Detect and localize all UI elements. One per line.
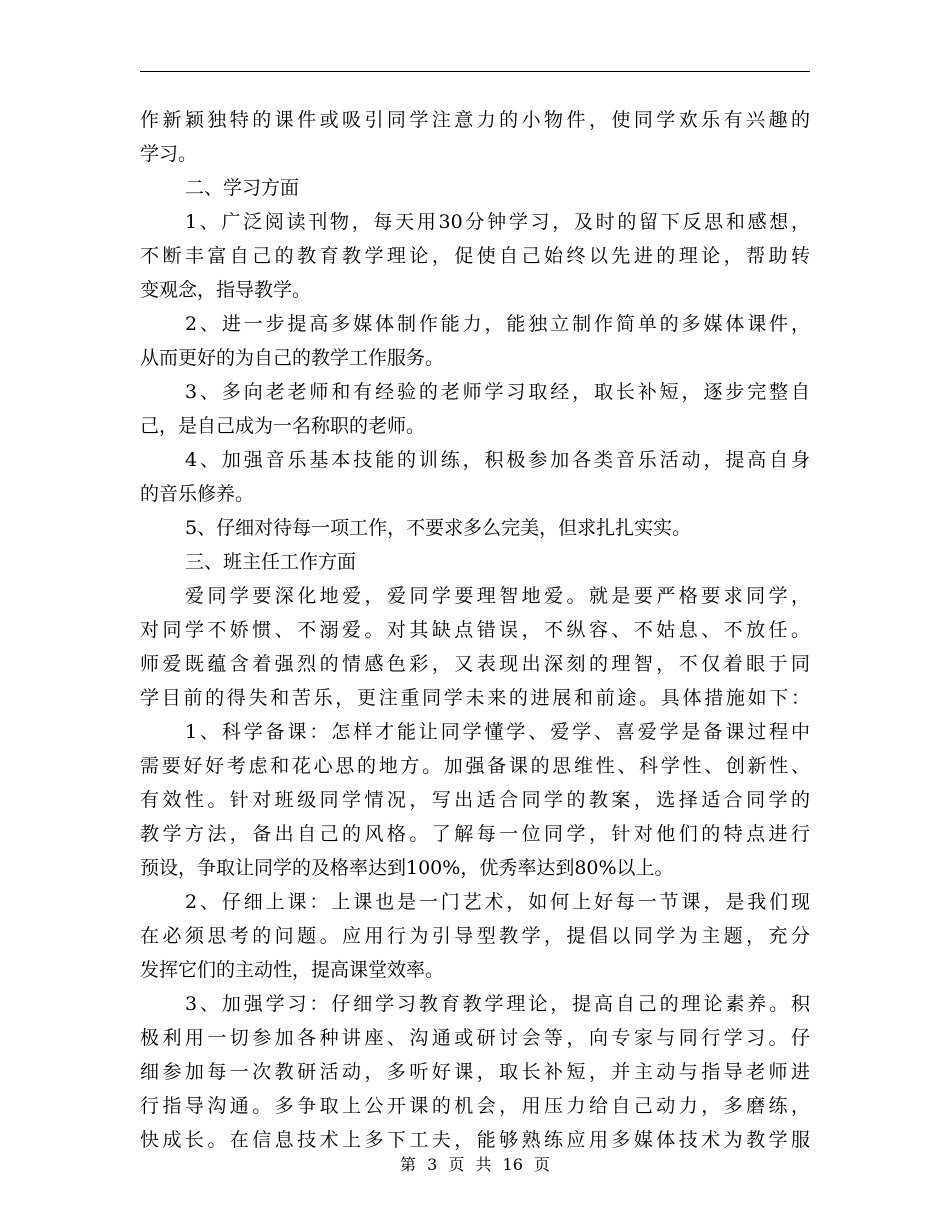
text-line: 学习。	[140, 143, 198, 165]
text-line: 2、进一步提高多媒体制作能力，能独立制作简单的多媒体课件，	[185, 313, 810, 335]
text-line: 需要好好考虑和花心思的地方。加强备课的思维性、科学性、创新性、	[140, 755, 810, 777]
text-line: 不断丰富自己的教育教学理论，促使自己始终以先进的理论，帮助转	[140, 245, 810, 267]
text-line: 快成长。在信息技术上多下工夫，能够熟练应用多媒体技术为教学服	[140, 1129, 810, 1151]
text-line: 行指导沟通。多争取上公开课的机会，用压力给自己动力，多磨练，	[140, 1095, 810, 1117]
page-number: 第 3 页 共 16 页	[400, 1155, 550, 1174]
document-body	[140, 103, 810, 1157]
text-line: 作新颖独特的课件或吸引同学注意力的小物件，使同学欢乐有兴趣的	[140, 109, 810, 131]
text-line: 3、多向老老师和有经验的老师学习取经，取长补短，逐步完整自	[185, 381, 810, 403]
section-heading: 二、学习方面	[185, 177, 300, 199]
text-line: 教学方法，备出自己的风格。了解每一位同学，针对他们的特点进行	[140, 823, 810, 845]
text-line: 的音乐修养。	[140, 483, 255, 505]
text-line: 4、加强音乐基本技能的训练，积极参加各类音乐活动，提高自身	[185, 449, 810, 471]
text-line: 1、广泛阅读刊物，每天用30分钟学习，及时的留下反思和感想，	[185, 211, 810, 233]
text-line: 5、仔细对待每一项工作，不要求多么完美，但求扎扎实实。	[185, 517, 692, 539]
text-line: 发挥它们的主动性，提高课堂效率。	[140, 959, 445, 981]
text-line: 师爱既蕴含着强烈的情感色彩，又表现出深刻的理智，不仅着眼于同	[140, 653, 810, 675]
text-line: 极利用一切参加各种讲座、沟通或研讨会等，向专家与同行学习。仔	[140, 1027, 810, 1049]
text-line: 变观念，指导教学。	[140, 279, 312, 301]
text-line: 学目前的得失和苦乐，更注重同学未来的进展和前途。具体措施如下：	[140, 687, 810, 709]
section-heading: 三、班主任工作方面	[185, 551, 357, 573]
text-line: 2、仔细上课：上课也是一门艺术，如何上好每一节课，是我们现	[185, 891, 810, 913]
header-rule	[140, 71, 810, 72]
text-line: 在必须思考的问题。应用行为引导型教学，提倡以同学为主题，充分	[140, 925, 810, 947]
text-line: 对同学不娇惯、不溺爱。对其缺点错误，不纵容、不姑息、不放任。	[140, 619, 810, 641]
text-line: 从而更好的为自己的教学工作服务。	[140, 347, 445, 369]
text-line: 3、加强学习：仔细学习教育教学理论，提高自己的理论素养。积	[185, 993, 810, 1015]
text-line: 有效性。针对班级同学情况，写出适合同学的教案，选择适合同学的	[140, 789, 810, 811]
text-line: 己，是自己成为一名称职的老师。	[140, 415, 426, 437]
text-line: 细参加每一次教研活动，多听好课，取长补短，并主动与指导老师进	[140, 1061, 810, 1083]
text-line: 预设，争取让同学的及格率达到100%，优秀率达到80%以上。	[140, 857, 674, 879]
text-line: 爱同学要深化地爱，爱同学要理智地爱。就是要严格要求同学，	[185, 585, 810, 607]
text-line: 1、科学备课：怎样才能让同学懂学、爱学、喜爱学是备课过程中	[185, 721, 810, 743]
